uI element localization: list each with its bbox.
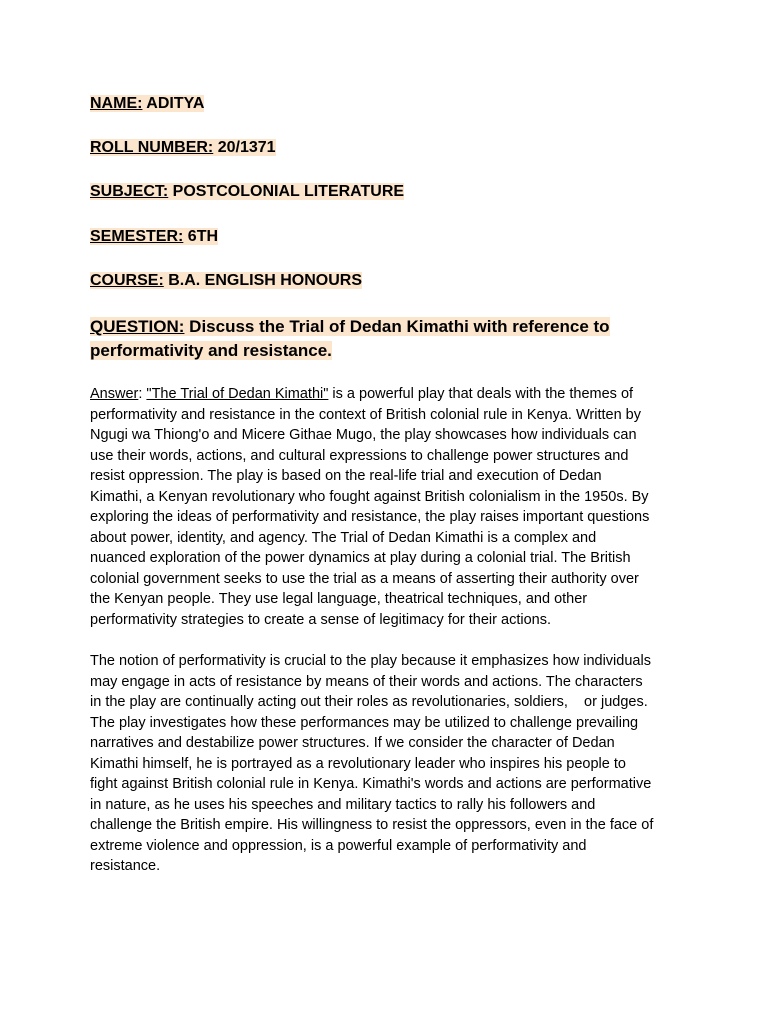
answer-line: extreme violence and oppression, is a powerful example of performativity and bbox=[90, 837, 587, 854]
answer-line: narratives and destabilize power structures. If we consider the character of Dedan bbox=[90, 735, 615, 751]
question-text-line1: Discuss the Trial of Dedan Kimathi with reference to bbox=[184, 317, 610, 336]
answer-line: performativity strategies to create a sense of legitimacy for their actions. bbox=[90, 611, 551, 628]
course-value: B.A. ENGLISH HONOURS bbox=[163, 272, 363, 289]
name-value: ADITYA bbox=[142, 95, 205, 112]
semester-highlight bbox=[90, 228, 218, 245]
answer-line: use their words, actions, and cultural expressions to challenge power structures and bbox=[90, 447, 629, 464]
roll-number-value: 20/1371 bbox=[213, 139, 276, 156]
semester-label: SEMESTER: bbox=[90, 228, 184, 245]
answer-line: exploring the ideas of performativity and resistance, the play raises important questions bbox=[90, 509, 650, 525]
answer-line: performativity and resistance in the context of British colonial rule in Kenya. Written by bbox=[90, 406, 641, 423]
answer-paragraph-1 bbox=[90, 384, 690, 630]
answer-line: about power, identity, and agency. The Trial of Dedan Kimathi is a complex and bbox=[90, 529, 597, 546]
answer-line: nuanced exploration of the power dynamics at play during a colonial trial. The British bbox=[90, 550, 631, 566]
course-label: COURSE: bbox=[90, 272, 164, 289]
name-label: NAME: bbox=[90, 95, 143, 112]
roll-number-label: ROLL NUMBER: bbox=[90, 139, 214, 156]
answer-line: Ngugi wa Thiong'o and Micere Githae Mugo, the play showcases how individuals can bbox=[90, 427, 637, 443]
answer-line: Kimathi himself, he is portrayed as a revolutionary leader who inspires his people to bbox=[90, 755, 626, 772]
subject-value: POSTCOLONIAL LITERATURE bbox=[168, 183, 405, 200]
answer-line: resist oppression. The play is based on the real-life trial and execution of Dedan bbox=[90, 468, 602, 484]
play-title: "The Trial of Dedan Kimathi" bbox=[146, 386, 329, 402]
answer-line: in the play are continually acting out their roles as revolutionaries, soldiers, or judges. bbox=[90, 694, 648, 710]
answer-line: in nature, as he uses his speeches and military tactics to rally his followers and bbox=[90, 796, 596, 813]
answer-line: resistance. bbox=[90, 858, 161, 874]
question-block bbox=[90, 315, 690, 363]
answer-label-separator: : bbox=[138, 386, 147, 402]
answer-first-line-rest: is a powerful play that deals with the themes of bbox=[328, 386, 634, 402]
answer-line: colonial government seeks to use the trial as a means of asserting their authority over bbox=[90, 570, 639, 587]
subject-field bbox=[90, 182, 404, 202]
answer-line: the Kenyan people. They use legal language, theatrical techniques, and other bbox=[90, 591, 588, 607]
answer-line: fight against British colonial rule in Kenya. Kimathi's words and actions are performative bbox=[90, 776, 652, 792]
roll-number-field bbox=[90, 138, 276, 158]
course-field bbox=[90, 271, 362, 291]
name-highlight bbox=[90, 95, 204, 112]
course-highlight bbox=[90, 272, 362, 289]
answer-paragraph-2 bbox=[90, 651, 690, 877]
semester-value: 6TH bbox=[183, 228, 219, 245]
semester-field bbox=[90, 227, 218, 247]
subject-highlight bbox=[90, 183, 404, 200]
question-text-line2: performativity and resistance. bbox=[90, 341, 332, 360]
roll-number-highlight bbox=[90, 139, 276, 156]
answer-label: Answer bbox=[90, 386, 139, 402]
subject-label: SUBJECT: bbox=[90, 183, 169, 200]
answer-line: Kimathi, a Kenyan revolutionary who fought against British colonialism in the 1950s. By bbox=[90, 488, 649, 505]
name-field bbox=[90, 94, 204, 114]
answer-line bbox=[90, 384, 690, 405]
question-highlight-line1 bbox=[90, 317, 610, 336]
answer-line: The notion of performativity is crucial to the play because it emphasizes how individuals bbox=[90, 653, 651, 669]
answer-line: challenge the British empire. His willingness to resist the oppressors, even in the face of bbox=[90, 817, 654, 833]
answer-line: may engage in acts of resistance by means of their words and actions. The characters bbox=[90, 673, 643, 690]
answer-line: The play investigates how these performances may be utilized to challenge prevailing bbox=[90, 714, 639, 731]
question-label: QUESTION: bbox=[90, 317, 185, 336]
